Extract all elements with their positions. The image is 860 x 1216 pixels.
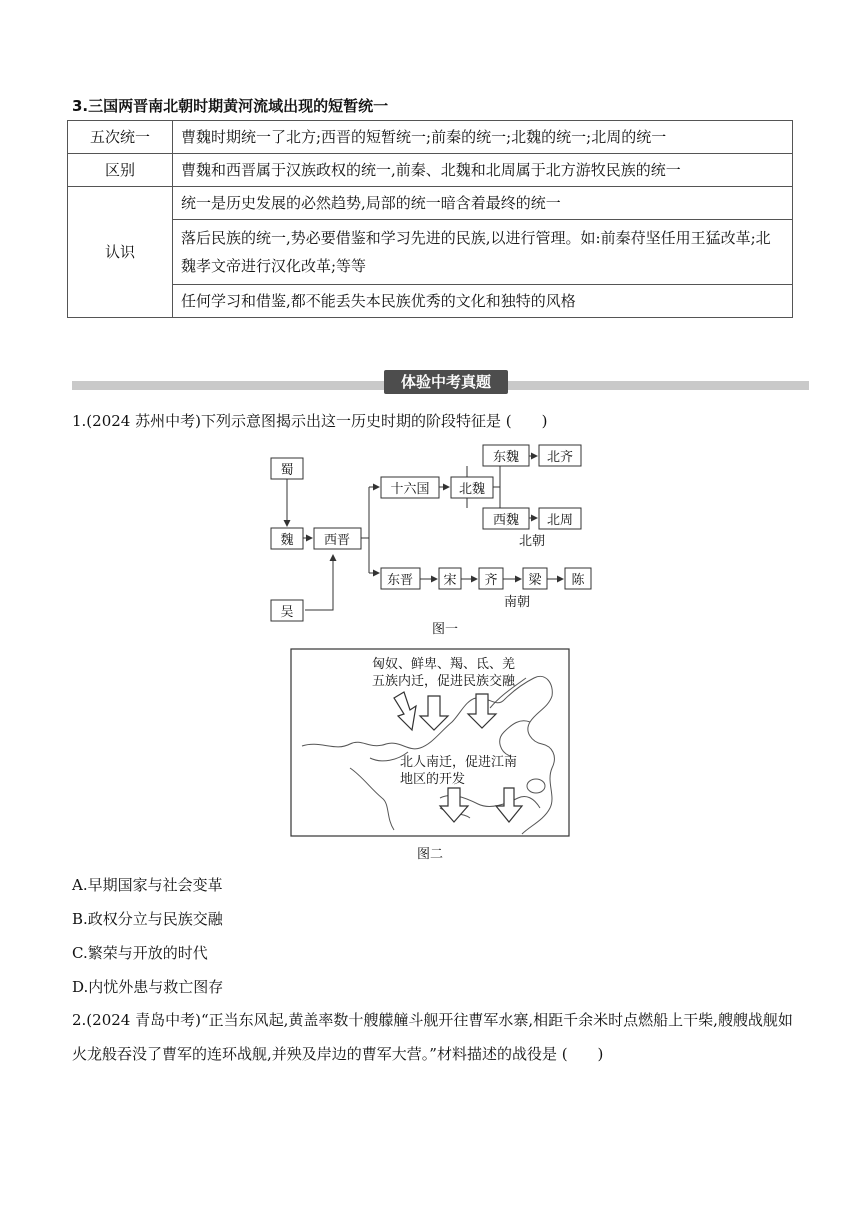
section-title: 3.三国两晋南北朝时期黄河流域出现的短暂统一 bbox=[72, 97, 389, 115]
option-a[interactable]: A.早期国家与社会变革 bbox=[72, 876, 223, 894]
box-shiliuguo: 十六国 bbox=[390, 482, 430, 497]
label-nanchao: 南朝 bbox=[503, 595, 531, 610]
row-value: 任何学习和借鉴,都不能丢失本民族优秀的文化和独特的风格 bbox=[173, 285, 793, 318]
box-liang: 梁 bbox=[528, 573, 542, 588]
option-b[interactable]: B.政权分立与民族交融 bbox=[72, 910, 223, 928]
row-value: 曹魏时期统一了北方;西晋的短暂统一;前秦的统一;北魏的统一;北周的统一 bbox=[173, 121, 793, 154]
box-wei: 魏 bbox=[280, 533, 294, 548]
row-value: 统一是历史发展的必然趋势,局部的统一暗含着最终的统一 bbox=[173, 187, 793, 220]
row-value: 曹魏和西晋属于汉族政权的统一,前秦、北魏和北周属于北方游牧民族的统一 bbox=[173, 154, 793, 187]
map-text-1b: 五族内迁，促进民族交融 bbox=[372, 674, 516, 689]
table-row bbox=[68, 285, 793, 318]
section-banner: 体验中考真题 bbox=[384, 370, 508, 394]
box-song: 宋 bbox=[443, 573, 457, 588]
box-beiwei: 北魏 bbox=[458, 482, 486, 497]
table-row bbox=[68, 220, 793, 285]
box-chen: 陈 bbox=[571, 573, 585, 588]
box-xiwei: 西魏 bbox=[492, 513, 520, 528]
label-beichao: 北朝 bbox=[518, 534, 546, 549]
question-1-stem: 1.(2024 苏州中考)下列示意图揭示出这一历史时期的阶段特征是 ( ) bbox=[72, 412, 548, 430]
question-2-stem: 2.(2024 青岛中考)“正当东风起,黄盖率数十艘艨艟斗舰开往曹军水寨,相距千余米时点燃船上干柴,艘艘战舰如火龙般吞没了曹军的连环战舰,并殃及岸边的曹军大营。”材料描述的战役是 ( ) bbox=[72, 1011, 793, 1063]
row-value: 落后民族的统一,势必要借鉴和学习先进的民族,以进行管理。如:前秦苻坚任用王猛改革;北魏孝文帝进行汉化改革;等等 bbox=[173, 220, 793, 285]
summary-table bbox=[67, 120, 793, 318]
migration-map bbox=[290, 648, 572, 863]
box-dongjin: 东晋 bbox=[386, 573, 414, 588]
option-d[interactable]: D.内忧外患与救亡图存 bbox=[72, 978, 224, 996]
row-key: 五次统一 bbox=[68, 121, 173, 154]
figure-1-caption: 图一 bbox=[431, 622, 459, 637]
option-c[interactable]: C.繁荣与开放的时代 bbox=[72, 944, 208, 962]
box-qi: 齐 bbox=[484, 573, 498, 588]
table-row bbox=[68, 154, 793, 187]
row-key: 认识 bbox=[68, 187, 173, 318]
map-text-2b: 地区的开发 bbox=[400, 772, 466, 787]
table-row bbox=[68, 121, 793, 154]
box-beizhou: 北周 bbox=[546, 513, 574, 528]
figure-2-caption: 图二 bbox=[416, 847, 444, 862]
map-text-1a: 匈奴、鲜卑、羯、氐、羌 bbox=[372, 657, 516, 672]
box-shu: 蜀 bbox=[280, 463, 294, 478]
box-wu: 吴 bbox=[280, 605, 294, 620]
row-key: 区别 bbox=[68, 154, 173, 187]
dynasty-flow-diagram bbox=[255, 440, 615, 640]
map-text-2a: 北人南迁，促进江南 bbox=[400, 755, 518, 770]
box-dongwei: 东魏 bbox=[492, 450, 520, 465]
box-xijin: 西晋 bbox=[323, 533, 351, 548]
box-beiqi: 北齐 bbox=[546, 450, 574, 465]
table-row bbox=[68, 187, 793, 220]
